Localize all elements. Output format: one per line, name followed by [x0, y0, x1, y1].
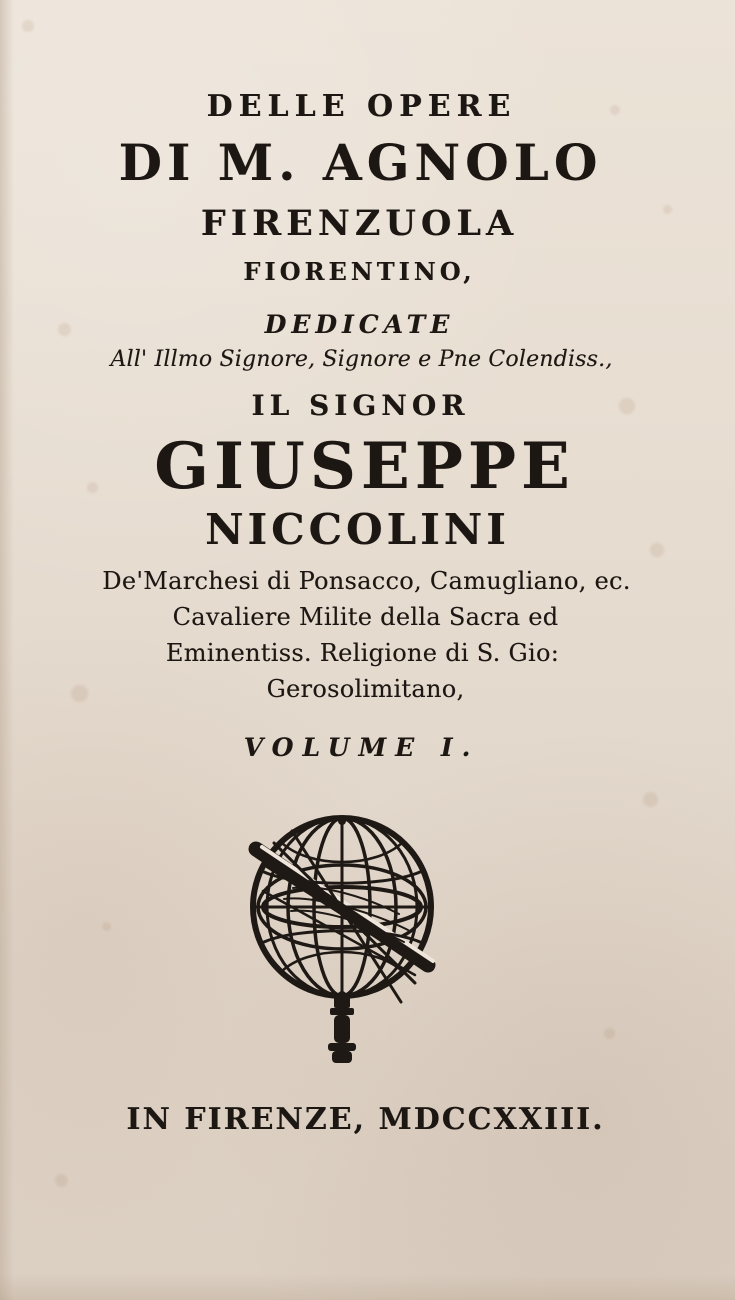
- recipient-first-name: GIUSEPPE: [154, 429, 575, 504]
- recipient-surname: NICCOLINI: [205, 505, 510, 554]
- description-line-1: De'Marchesi di Ponsacco, Camugliano, ec.: [102, 567, 631, 595]
- description-line-3: Eminentiss. Religione di S. Gio:: [165, 639, 560, 667]
- paper-stain: [22, 20, 34, 32]
- dedication-label: DEDICATE: [264, 310, 455, 339]
- paper-stain: [643, 792, 658, 807]
- title-line-3: FIRENZUOLA: [200, 203, 519, 244]
- paper-stain: [102, 922, 111, 931]
- page-bottom-edge: [0, 1274, 735, 1300]
- recipient-title: IL SIGNOR: [251, 389, 470, 422]
- armillary-sphere-icon: [244, 813, 442, 1073]
- paper-stain: [604, 1028, 615, 1039]
- dedication-line: All' Illmo Signore, Signore e Pne Colendiss.,: [110, 347, 613, 372]
- title-line-1: DELLE OPERE: [206, 89, 517, 124]
- title-line-2: DI M. AGNOLO: [118, 133, 603, 192]
- description-line-4: Gerosolimitano,: [266, 675, 465, 703]
- imprint: IN FIRENZE, MDCCXXIII.: [126, 1102, 605, 1137]
- title-line-4: FIORENTINO,: [243, 257, 476, 286]
- paper-stain: [55, 1174, 68, 1187]
- volume-label: VOLUME I.: [243, 733, 480, 762]
- description-line-2: Cavaliere Milite della Sacra ed: [172, 603, 559, 631]
